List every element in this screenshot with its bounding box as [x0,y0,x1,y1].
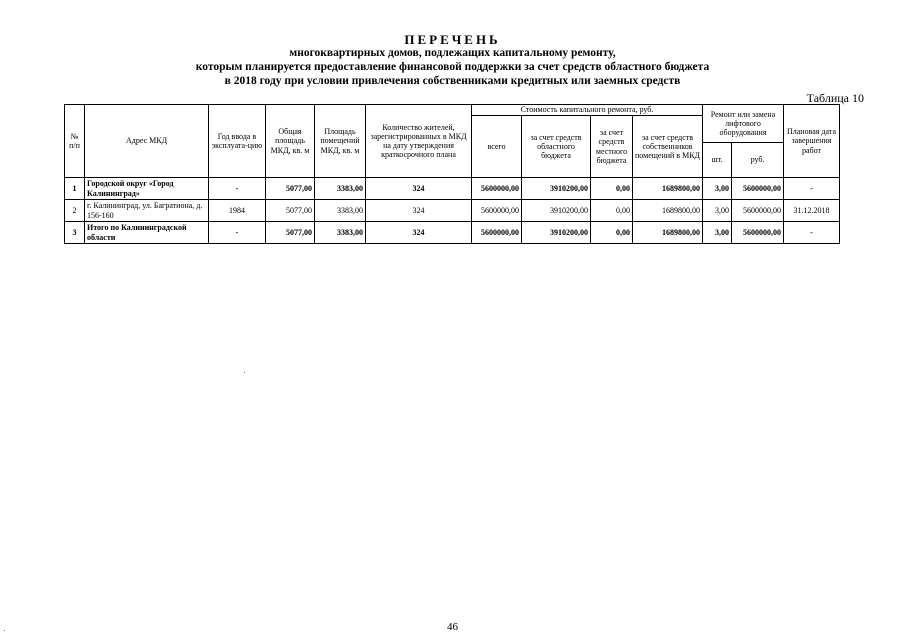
row-residents: 324 [366,222,472,244]
document-subtitle-line-1: многоквартирных домов, подлежащих капитальному ремонту, [289,47,616,59]
row-num: 3 [65,222,85,244]
row-lift-rub: 5600000,00 [732,178,784,200]
row-cost-regional: 3910200,00 [522,222,591,244]
header-address: Адрес МКД [85,105,209,178]
row-year: - [209,222,266,244]
row-lift-units: 3,00 [703,222,732,244]
row-year: - [209,178,266,200]
row-cost-owners: 1689800,00 [633,178,703,200]
header-year: Год ввода в эксплуата-цию [209,105,266,178]
header-residents: Количество жителей, зарегистрированных в МКД на дату утверждения краткосрочного плана [366,105,472,178]
header-cost-local: за счет средств местного бюджета [591,116,633,178]
header-cost-total: всего [472,116,522,178]
table-row [65,222,840,244]
document-subtitle-line-2: которым планируется предоставление финансовой поддержки за счет средств областного бюджета [195,61,710,73]
row-cost-regional: 3910200,00 [522,178,591,200]
row-cost-owners: 1689800,00 [633,200,703,222]
header-cost-regional: за счет средств областного бюджета [522,116,591,178]
row-cost-local: 0,00 [591,200,633,222]
buildings-table [64,104,840,244]
row-date: - [784,178,840,200]
table-row [65,200,840,222]
header-num: № п/п [65,105,85,178]
row-address: г. Калининград, ул. Багратиона, д. 156-160 [85,200,209,222]
row-cost-total: 5600000,00 [472,200,522,222]
page-number: 46 [447,621,458,633]
row-num: 2 [65,200,85,222]
row-premises-area: 3383,00 [315,200,366,222]
scan-speck [244,372,245,373]
header-lift-units: шт. [703,143,732,178]
header-premises-area: Площадь помещений МКД, кв. м [315,105,366,178]
row-total-area: 5077,00 [266,200,315,222]
row-address: Городской округ «Город Калининград» [85,178,209,200]
row-cost-total: 5600000,00 [472,178,522,200]
header-cost-owners: за счет средств собственников помещений в МКД [633,116,703,178]
header-total-area: Общая площадь МКД, кв. м [266,105,315,178]
table-row [65,178,840,200]
header-cost-group: Стоимость капитального ремонта, руб. [472,105,703,116]
row-cost-local: 0,00 [591,178,633,200]
row-year: 1984 [209,200,266,222]
row-total-area: 5077,00 [266,178,315,200]
row-cost-local: 0,00 [591,222,633,244]
row-date: 31.12.2018 [784,200,840,222]
row-lift-units: 3,00 [703,178,732,200]
row-lift-rub: 5600000,00 [732,222,784,244]
row-num: 1 [65,178,85,200]
row-premises-area: 3383,00 [315,222,366,244]
row-cost-owners: 1689800,00 [633,222,703,244]
header-planned-date: Плановая дата завершения работ [784,105,840,178]
row-premises-area: 3383,00 [315,178,366,200]
header-lift-rub: руб. [732,143,784,178]
row-lift-rub: 5600000,00 [732,200,784,222]
row-residents: 324 [366,178,472,200]
row-date: - [784,222,840,244]
row-cost-regional: 3910200,00 [522,200,591,222]
document-subtitle-line-3: в 2018 году при условии привлечения собственниками кредитных или заемных средств [224,75,681,87]
row-total-area: 5077,00 [266,222,315,244]
table-label: Таблица 10 [806,91,864,105]
row-lift-units: 3,00 [703,200,732,222]
document-heading: ПЕРЕЧЕНЬ [404,32,501,47]
header-lift-group: Ремонт или замена лифтового оборудования [703,105,784,143]
row-address: Итого по Калининградской области [85,222,209,244]
row-residents: 324 [366,200,472,222]
row-cost-total: 5600000,00 [472,222,522,244]
